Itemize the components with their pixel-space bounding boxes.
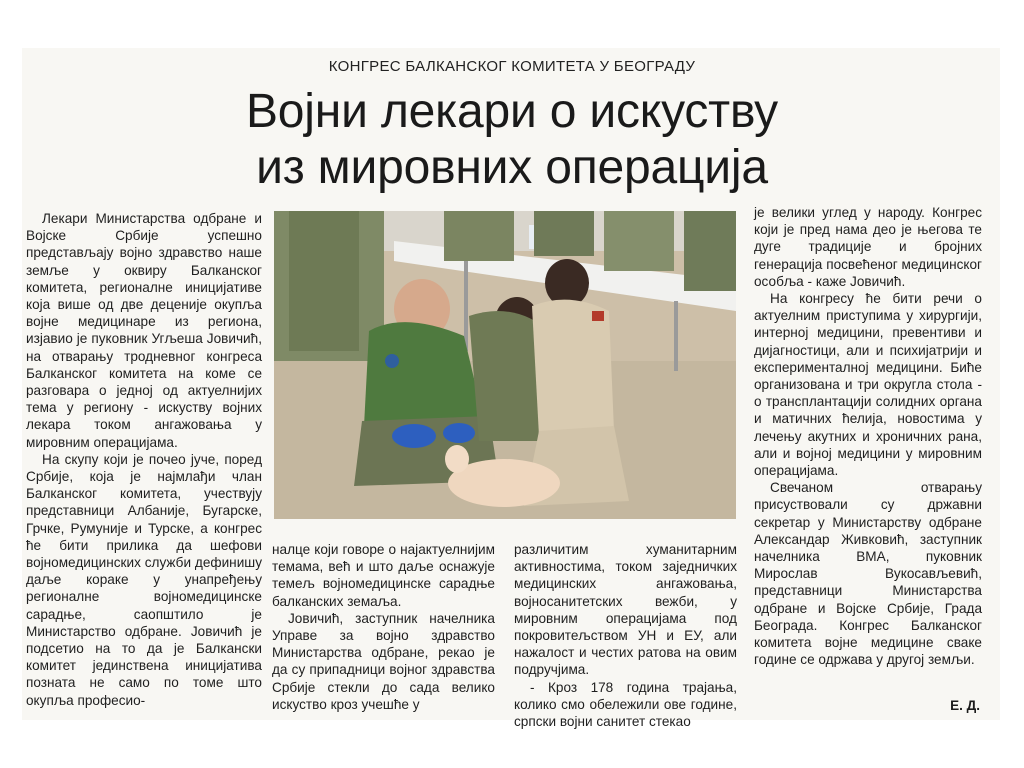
paragraph: Јовичић, заступник начелника Управе за војно здравство Министарства одбране, рекао је да су припадници војног здравства Србије стекли до сада велико искуство кроз учешће у: [272, 610, 495, 712]
photo-illustration: [274, 211, 736, 519]
article-headline: [0, 84, 1024, 196]
paragraph: налце који говоре о најактуелнијим темама, већ и што даље оснажује темељ војномедицинске сарадње балканских земаља.: [272, 542, 495, 609]
paragraph: На конгресу ће бити речи о актуелним приступима у хирургији, интерној медицини, превентиви и дијагностици, али и психијатрији и експерименталној медицини. Биће организована и три округла стола - о трансплантацији солидних органа и матичних ћелија, новостима у лечењу акутних и хроничних рана, али и војној медицини у мировним операцијама.: [754, 291, 982, 479]
headline-line-2: из мировних операција: [256, 141, 768, 194]
paragraph: На скупу који је почео јуче, поред Србије, која је најмлађи члан Балканског комитета, учествују представници Албаније, Бугарске, Грчке, Румуније и Турске, а конгрес ће бити прилика да шефови војномедицинских служби дефинишу даље кораке у унапређењу регионалне војномедицинске сарадње, саопштило је Министарство одбране. Јовичић је подсетио на то да је Балкански комитет јединствена иницијатива позната не само по томе што окупља професио-: [26, 451, 262, 708]
headline-line-1: Војни лекари о искуству: [245, 85, 778, 138]
article-kicker: КОНГРЕС БАЛКАНСКОГ КОМИТЕТА У БЕОГРАДУ: [328, 58, 696, 75]
article-column-4: [754, 204, 982, 668]
paragraph: Лекари Министарства одбране и Војске Србије успешно представљају војно здравство наше земље у оквиру Балканског комитета, регионалне иницијативе која више од две деценије окупља војне медицинаре из региона, изјавио је пуковник Угљеша Јовичић, на отварању тродневног конгреса Балканског комитета на коме се разговара о једној од актуелнијих тема у региону - искуству војних лекара током ангажовања у мировним операцијама.: [26, 211, 262, 450]
paragraph: различитим хуманитарним активностима, током заједничких медицинских ангажовања, војносанитетских вежби, у мировним операцијама под покровитељством УН и ЕУ, али нажалост и честих ратова на овим подручјима.: [514, 542, 737, 678]
article-photo-cpr-training: [274, 211, 736, 519]
paragraph: Свечаном отварању присуствовали су државни секретар у Министарству одбране Александар Живковић, заступник начелника ВМА, пуковник Мирослав Вукосављевић, представници Министарства одбране и Војске Србије, Града Београда. Конгрес Балканског комитета војне медицине сваке године се одржава у другој земљи.: [754, 480, 982, 668]
paragraph: је велики углед у народу. Конгрес који је пред нама део је његова те дуге традиције и бројних генерација посвећеног медицинског особља - каже Јовичић.: [754, 205, 982, 289]
author-signature: Е. Д.: [950, 698, 980, 713]
article-column-2: [272, 541, 495, 713]
paragraph: - Кроз 178 година трајања, колико смо обележили ове године, српски војни санитет стекао: [514, 679, 737, 730]
article-column-3: [514, 541, 737, 730]
article-column-1: [26, 210, 262, 709]
